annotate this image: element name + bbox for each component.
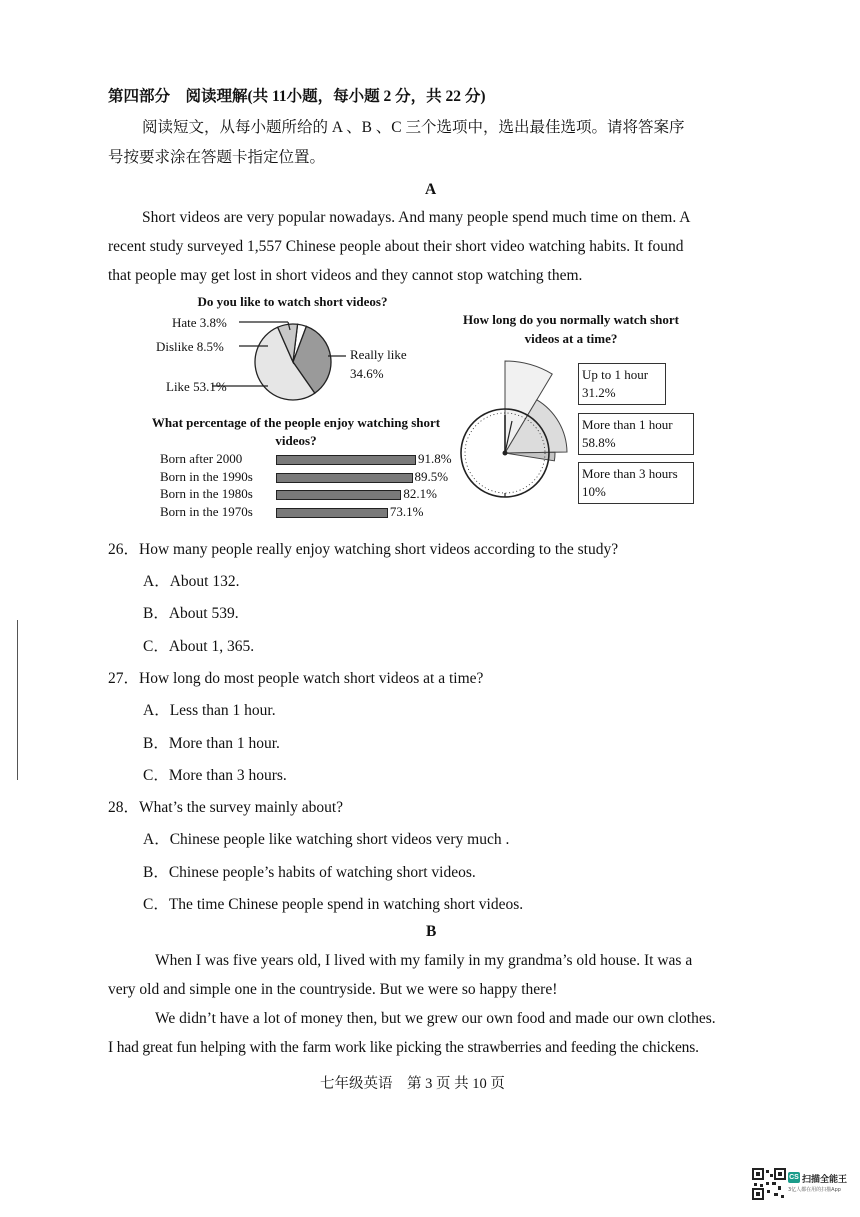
scanner-tagline: 3亿人都在用的扫描App [788, 1187, 841, 1193]
bar-row [160, 451, 460, 469]
bar [276, 490, 401, 500]
q28-option-c [143, 892, 523, 914]
option-letter: B． [143, 735, 169, 752]
question-27 [108, 666, 483, 688]
option-text: More than 3 hours. [168, 767, 287, 784]
passage-a-line-3: that people may get lost in short videos and they cannot stop watching them. [108, 267, 583, 284]
time-value-more-than-1-hour: 58.8% [582, 435, 616, 450]
option-letter: C． [143, 767, 169, 784]
bar-row [160, 486, 460, 504]
option-letter: A． [143, 573, 170, 590]
bar [276, 455, 416, 465]
q26-option-b [143, 601, 239, 623]
pie-label-like: Like 53.1% [166, 379, 227, 394]
q28-option-a [143, 827, 509, 849]
passage-b-line-4: I had great fun helping with the farm work like picking the strawberries and feeding the chickens. [108, 1039, 699, 1056]
time-chart-title: How long do you normally watch short videos at a time? [463, 312, 679, 346]
question-text: How many people really enjoy watching short videos according to the study? [139, 541, 619, 558]
q27-option-b [143, 731, 280, 753]
bar-chart-title: What percentage of the people enjoy watching short videos? [151, 415, 441, 448]
option-letter: B． [143, 864, 169, 881]
bar-value-label: 91.8% [418, 451, 452, 466]
page-footer: 七年级英语 第 3 页 共 10 页 [320, 1076, 505, 1092]
option-letter: A． [143, 702, 170, 719]
pie-label-dislike: Dislike 8.5% [156, 339, 224, 354]
bar-category-label: Born in the 1980s [160, 486, 253, 501]
bar-category-label: Born after 2000 [160, 451, 243, 466]
q26-option-c [143, 634, 254, 656]
option-text: About 1, 365. [168, 638, 255, 655]
time-value-more-than-3-hours: 10% [582, 484, 606, 499]
like-pie-title: Do you like to watch short videos? [197, 294, 388, 309]
passage-a-label: A [425, 181, 437, 198]
option-letter: A． [143, 831, 170, 848]
bar-value-label: 89.5% [414, 468, 449, 484]
instruction-line-2: 号按要求涂在答题卡指定位置。 [108, 149, 326, 166]
bar-category-label: Born in the 1970s [160, 503, 253, 519]
passage-b-label: B [426, 923, 437, 940]
time-box-more-than-3-hours [578, 462, 694, 504]
bar-row [160, 504, 460, 522]
time-clock-chart [455, 355, 580, 500]
time-label-more-than-1-hour: More than 1 hour [582, 417, 673, 432]
question-number: 26． [108, 541, 140, 558]
q26-option-a [143, 569, 239, 591]
question-number: 28． [108, 799, 140, 816]
option-text: Chinese people’s habits of watching short videos. [168, 864, 476, 881]
bar-value-label: 73.1% [389, 503, 424, 519]
section-title: 第四部分 阅读理解(共 11小题，每小题 2 分，共 22 分) [108, 88, 486, 105]
passage-b-line-2: very old and simple one in the countryside. But we were so happy there! [108, 981, 558, 998]
qr-code-icon [752, 1168, 786, 1200]
scanner-watermark [788, 1172, 848, 1196]
option-text: Chinese people like watching short videos very much . [169, 831, 510, 848]
option-letter: B． [143, 605, 169, 622]
option-text: The time Chinese people spend in watching short videos. [168, 896, 524, 913]
option-text: More than 1 hour. [168, 735, 280, 752]
pie-label-hate: Hate 3.8% [172, 315, 227, 330]
bar-value-label: 82.1% [403, 486, 437, 501]
margin-line [17, 620, 18, 780]
passage-a-line-1: Short videos are very popular nowadays. And many people spend much time on them. A [142, 209, 691, 226]
instruction-line-1: 阅读短文，从每小题所给的 A 、B 、C 三个选项中，选出最佳选项。请将答案序 [142, 119, 685, 136]
question-text: What’s the survey mainly about? [139, 799, 344, 816]
pie-label-really-like: Really like 34.6% [350, 347, 407, 381]
bar [276, 473, 413, 483]
passage-b-line-3: We didn’t have a lot of money then, but we grew our own food and made our own clothes. [155, 1010, 716, 1027]
bar-row [160, 469, 460, 487]
passage-b-line-1: When I was five years old, I lived with my family in my grandma’s old house. It was a [155, 952, 693, 969]
q27-option-c [143, 763, 287, 785]
passage-a-line-2: recent study surveyed 1,557 Chinese people about their short video watching habits. It found [108, 238, 684, 255]
time-label-up-to-1-hour: Up to 1 hour [582, 367, 649, 382]
option-letter: C． [143, 896, 169, 913]
time-box-up-to-1-hour [578, 363, 666, 405]
bar [276, 508, 388, 518]
question-number: 27． [108, 670, 140, 687]
time-value-up-to-1-hour: 31.2% [582, 385, 616, 400]
scanner-name: 扫描全能王 [802, 1175, 848, 1185]
option-text: Less than 1 hour. [169, 702, 276, 719]
q27-option-a [143, 698, 276, 720]
time-label-more-than-3-hours: More than 3 hours [582, 466, 678, 481]
scanner-badge: CS [789, 1174, 799, 1181]
bar-category-label: Born in the 1990s [160, 468, 253, 484]
time-box-more-than-1-hour [578, 413, 694, 455]
question-28 [108, 795, 343, 817]
option-letter: C． [143, 638, 169, 655]
question-text: How long do most people watch short videos at a time? [139, 670, 484, 687]
time-sector-more-than-3-hours [505, 452, 555, 461]
q28-option-b [143, 860, 476, 882]
option-text: About 132. [169, 573, 240, 590]
option-text: About 539. [168, 605, 239, 622]
question-26 [108, 537, 618, 559]
